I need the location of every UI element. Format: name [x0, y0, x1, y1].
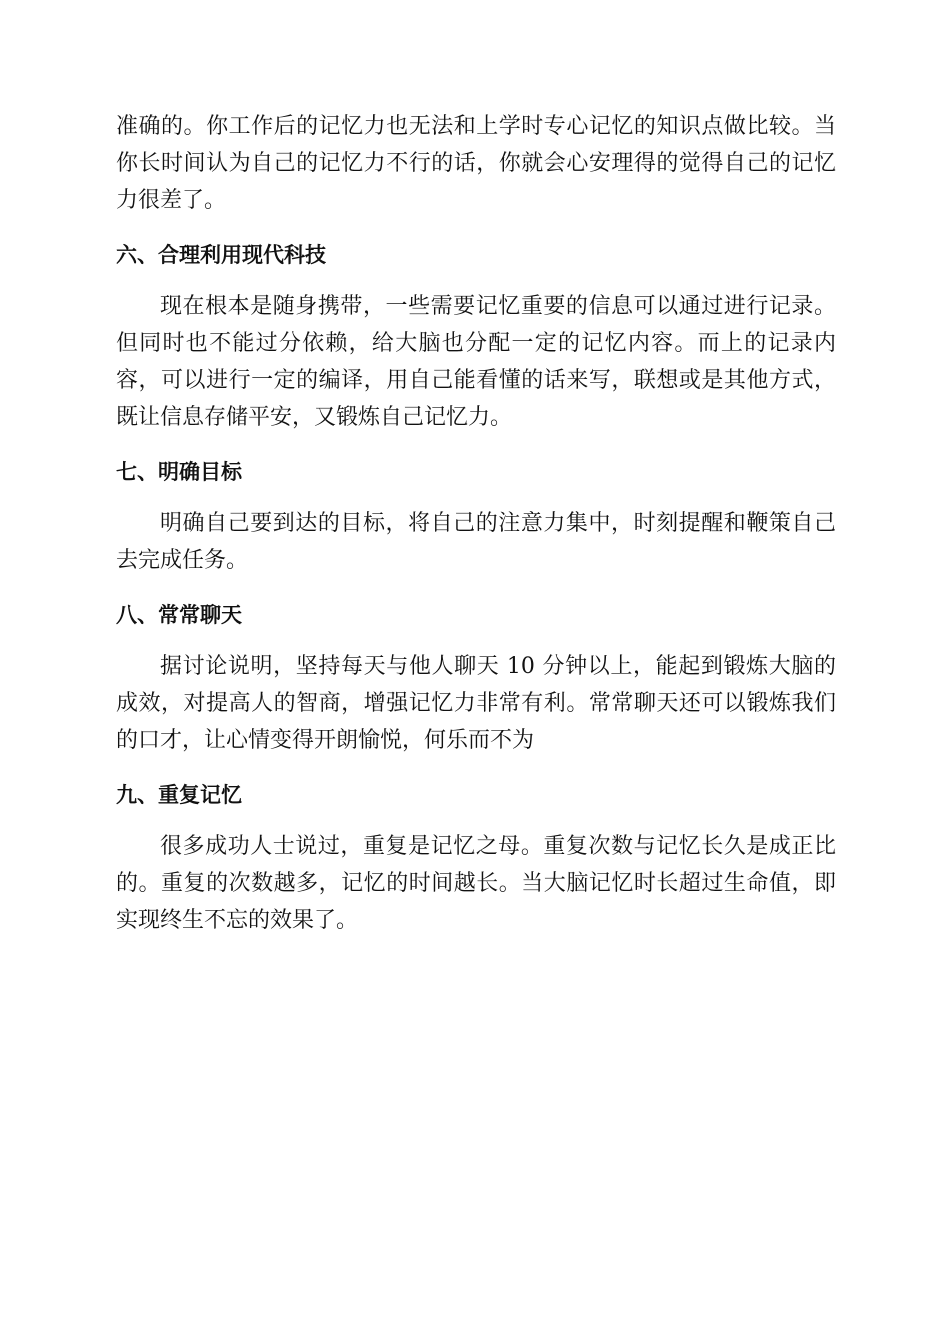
intro-paragraph: 准确的。你工作后的记忆力也无法和上学时专心记忆的知识点做比较。当你长时间认为自己的记忆力不行的话，你就会心安理得的觉得自己的记忆力很差了。: [116, 114, 836, 213]
document-page: [116, 108, 836, 939]
section-heading-repetition: 九、重复记忆: [116, 783, 242, 807]
section-heading-technology: 六、合理利用现代科技: [116, 243, 326, 267]
section-body-repetition: 很多成功人士说过，重复是记忆之母。重复次数与记忆长久是成正比的。重复的次数越多，记忆的时间越长。当大脑记忆时长超过生命值，即实现终生不忘的效果了。: [116, 834, 836, 933]
section-body-technology: 现在根本是随身携带，一些需要记忆重要的信息可以通过进行记录。但同时也不能过分依赖，给大脑也分配一定的记忆内容。而上的记录内容，可以进行一定的编译，用自己能看懂的话来写，联想或是其他方式，既让信息存储平安，又锻炼自己记忆力。: [116, 294, 836, 430]
section-body-chatting: 据讨论说明，坚持每天与他人聊天 10 分钟以上，能起到锻炼大脑的成效，对提高人的智商，增强记忆力非常有利。常常聊天还可以锻炼我们的口才，让心情变得开朗愉悦，何乐而不为: [116, 654, 836, 753]
section-heading-goals: 七、明确目标: [116, 460, 242, 484]
section-heading-chatting: 八、常常聊天: [116, 603, 242, 627]
section-body-goals: 明确自己要到达的目标，将自己的注意力集中，时刻提醒和鞭策自己去完成任务。: [116, 511, 836, 573]
